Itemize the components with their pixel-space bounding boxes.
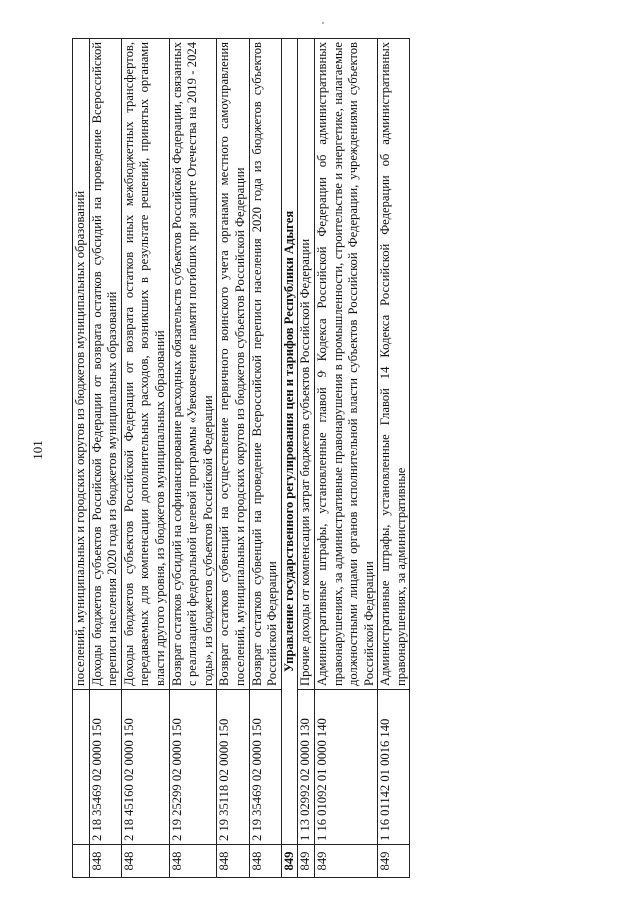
income-name-cell: Возврат остатков субсидий на софинансирование расходных обязательств субъектов Российской Федерации, связанных с реализацией федеральной целевой программы «Увековечение памяти погибших при защите Отечества на 2019 - 2024 годы», из бюджетов субъектов Российской Федерации bbox=[169, 39, 217, 690]
table-row bbox=[314, 39, 377, 878]
admin-code-cell: 849 bbox=[378, 845, 410, 878]
budget-classification-code-cell bbox=[73, 690, 90, 845]
income-name-cell: Административные штрафы, установленные Главой 14 Кодекса Российской Федерации об административных правонарушениях, за административные bbox=[378, 39, 410, 690]
scan-speck bbox=[322, 22, 324, 24]
admin-code-cell: 848 bbox=[217, 845, 249, 878]
budget-classification-code-cell: 2 19 35118 02 0000 150 bbox=[217, 690, 249, 845]
admin-code-cell: 848 bbox=[89, 845, 121, 878]
rotated-table-wrapper bbox=[72, 38, 530, 878]
table-row bbox=[217, 39, 249, 878]
table-row bbox=[121, 39, 169, 878]
admin-code-cell: 848 bbox=[249, 845, 281, 878]
budget-classification-code-cell: 1 16 01142 01 0016 140 bbox=[378, 690, 410, 845]
page-number: 101 bbox=[30, 440, 45, 460]
budget-codes-table bbox=[72, 38, 410, 878]
budget-classification-code-cell: 2 18 35469 02 0000 150 bbox=[89, 690, 121, 845]
budget-classification-code-cell: 2 19 25299 02 0000 150 bbox=[169, 690, 217, 845]
budget-classification-code-cell: 2 19 35469 02 0000 150 bbox=[249, 690, 281, 845]
income-name-cell: Административные штрафы, установленные главой 9 Кодекса Российской Федерации об административных правонарушениях, за административные правонарушения в промышленности, строительстве и энергетике, налагаемые должностными лицами органов исполнительной власти субъектов Российской Федерации, учреждениями субъектов Российской Федерации bbox=[314, 39, 377, 690]
admin-code-cell bbox=[73, 845, 90, 878]
table-row bbox=[298, 39, 315, 878]
admin-code-cell: 848 bbox=[121, 845, 169, 878]
table-row bbox=[73, 39, 90, 878]
income-name-cell: Возврат остатков субвенций на проведение Всероссийской переписи населения 2020 года из бюджетов субъектов Российской Федерации bbox=[249, 39, 281, 690]
admin-code-cell: 849 bbox=[314, 845, 377, 878]
admin-code-cell: 849 bbox=[281, 845, 298, 878]
budget-classification-code-cell: 1 13 02992 02 0000 130 bbox=[298, 690, 315, 845]
income-name-cell: Доходы бюджетов субъектов Российской Федерации от возврата остатков иных межбюджетных трансфертов, передаваемых для компенсации дополнительных расходов, возникших в результате решений, принятых органами власти другого уровня, из бюджетов муниципальных образований bbox=[121, 39, 169, 690]
table-row bbox=[378, 39, 410, 878]
table-section-header-row bbox=[281, 39, 298, 878]
table-row bbox=[169, 39, 217, 878]
section-title-cell: Управление государственного регулирования цен и тарифов Республики Адыгея bbox=[281, 39, 298, 845]
admin-code-cell: 849 bbox=[298, 845, 315, 878]
budget-classification-code-cell: 1 16 01092 01 0000 140 bbox=[314, 690, 377, 845]
admin-code-cell: 848 bbox=[169, 845, 217, 878]
income-name-cell: поселений, муниципальных и городских округов из бюджетов муниципальных образований bbox=[73, 39, 90, 690]
table-row bbox=[249, 39, 281, 878]
income-name-cell: Прочие доходы от компенсации затрат бюджетов субъектов Российской Федерации bbox=[298, 39, 315, 690]
budget-classification-code-cell: 2 18 45160 02 0000 150 bbox=[121, 690, 169, 845]
table-row bbox=[89, 39, 121, 878]
income-name-cell: Возврат остатков субвенций на осуществление первичного воинского учета органами местного самоуправления поселений, муниципальных и городских округов из бюджетов субъектов Российской Федерации bbox=[217, 39, 249, 690]
income-name-cell: Доходы бюджетов субъектов Российской Федерации от возврата остатков субсидий на проведение Всероссийской переписи населения 2020 года из бюджетов муниципальных образований bbox=[89, 39, 121, 690]
